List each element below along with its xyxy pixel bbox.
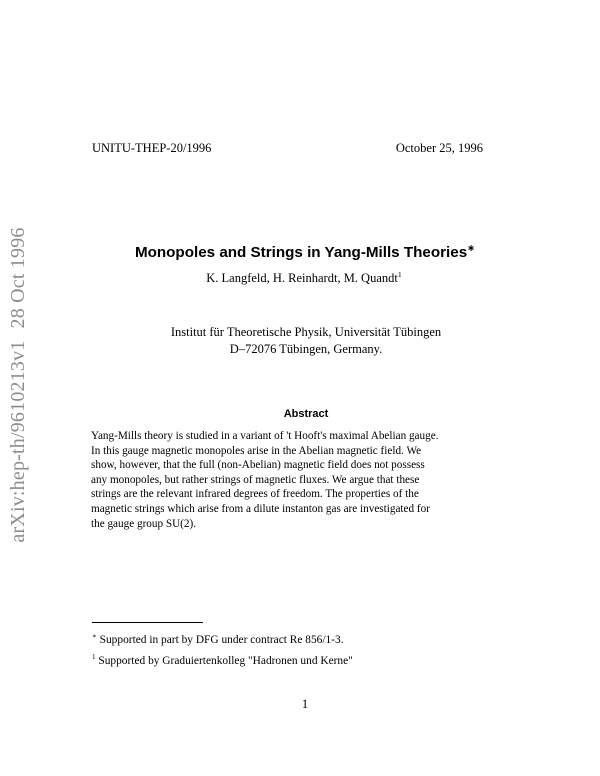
page-number: 1 (301, 697, 309, 711)
abstract-line: strings are the relevant infrared degrees of freedom. The properties of the (91, 488, 419, 501)
footnote-mark: 1 (92, 653, 96, 662)
report-number: UNITU-THEP-20/1996 (92, 141, 212, 155)
footnote-1 (92, 634, 344, 646)
authors (0, 271, 600, 286)
paper-date: October 25, 1996 (395, 141, 483, 155)
footnote-rule (92, 622, 203, 623)
abstract-body (91, 429, 509, 531)
paper-title (0, 241, 600, 261)
institution-line-1: Institut für Theoretische Physik, Universität Tübingen (170, 325, 442, 339)
arxiv-id: arXiv:hep-th/9610213v1 (7, 340, 29, 543)
footnote-text: Supported in part by DFG under contract Re 856/1-3. (99, 634, 344, 646)
arxiv-date: 28 Oct 1996 (7, 227, 29, 329)
footnote-text: Supported by Graduiertenkolleg "Hadronen und Kerne" (98, 655, 353, 667)
abstract-heading: Abstract (283, 408, 329, 420)
institution-line-2: D–72076 Tübingen, Germany. (229, 342, 383, 356)
title-footnote-mark: ∗ (467, 241, 476, 253)
abstract-line: magnetic strings which arise from a dilute instanton gas are investigated for (91, 502, 430, 515)
abstract-line: any monopoles, but rather strings of magnetic fluxes. We argue that these (91, 473, 420, 486)
authors-text: K. Langfeld, H. Reinhardt, M. Quandt (206, 271, 398, 285)
abstract-line: In this gauge magnetic monopoles arise in the Abelian magnetic field. We (91, 444, 422, 457)
title-text: Monopoles and Strings in Yang-Mills Theories (134, 244, 468, 261)
footnote-2 (92, 655, 353, 667)
abstract-line: show, however, that the full (non-Abelian) magnetic field does not possess (91, 459, 425, 472)
abstract-line: Yang-Mills theory is studied in a variant of 't Hooft's maximal Abelian gauge. (91, 430, 439, 442)
abstract-line: the gauge group SU(2). (91, 517, 197, 530)
footnote-mark: ∗ (92, 632, 97, 641)
authors-footnote-mark: 1 (397, 269, 402, 279)
